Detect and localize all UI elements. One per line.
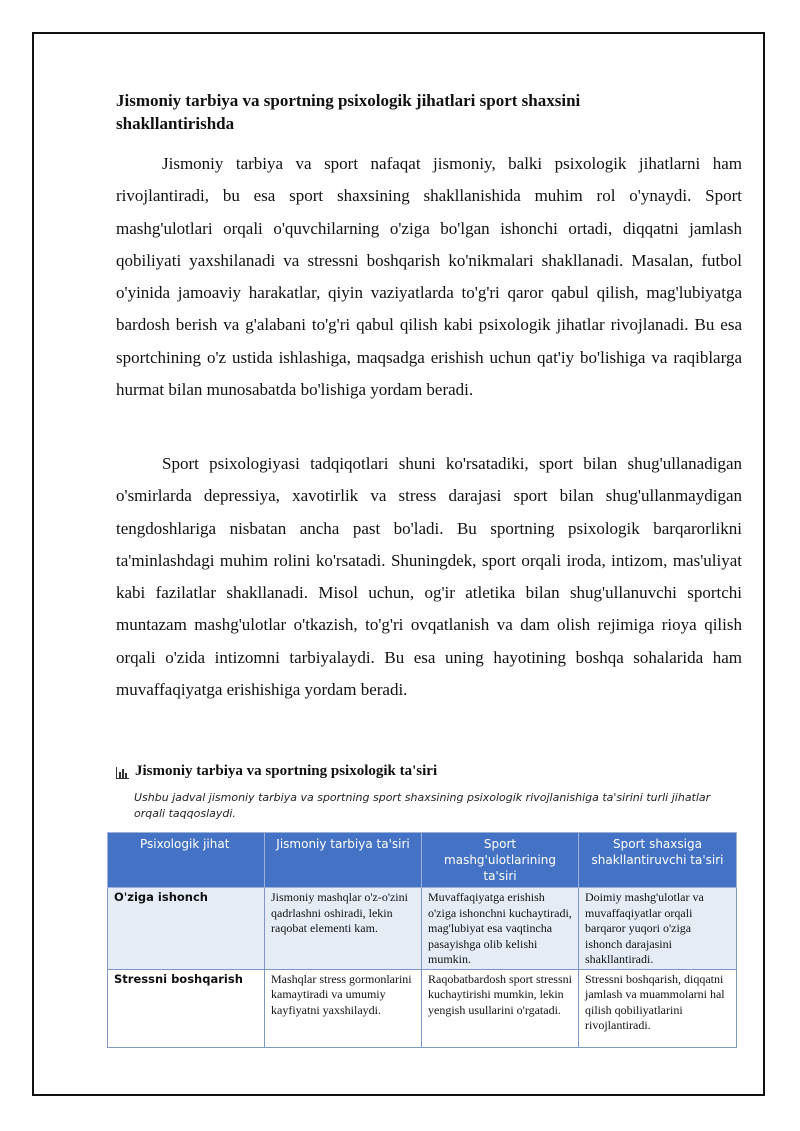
table-cell: Muvaffaqiyatga erishish o'ziga ishonchni kuchaytiradi, mag'lubiyat esa vaqtincha pasayishga olib kelishi mumkin. bbox=[422, 888, 579, 970]
table-row bbox=[108, 969, 737, 1047]
table-header-cell: Psixologik jihat bbox=[108, 833, 265, 888]
section-heading bbox=[116, 761, 437, 781]
table-row bbox=[108, 888, 737, 970]
table-cell: O'ziga ishonch bbox=[108, 888, 265, 970]
table-cell: Jismoniy mashqlar o'z-o'zini qadrlashni oshiradi, lekin raqobat elementi kam. bbox=[265, 888, 422, 970]
table-caption: Ushbu jadval jismoniy tarbiya va sportning sport shaxsining psixologik rivojlanishiga ta'sirini turli jihatlar orqali taqqoslaydi. bbox=[134, 791, 711, 820]
document-title: Jismoniy tarbiya va sportning psixologik jihatlari sport shaxsini shakllantirishda bbox=[116, 91, 581, 133]
table-header-cell: Sport shaxsiga shakllantiruvchi ta'siri bbox=[579, 833, 737, 888]
comparison-table bbox=[107, 832, 737, 1048]
paragraph-2: Sport psixologiyasi tadqiqotlari shuni ko'rsatadiki, sport bilan shug'ullanadigan o'smirlarda depressiya, xavotirlik va stress darajasi sport bilan shug'ullanmaydigan tengdoshlariga nisbatan ancha past bo'ladi. Bu sportning psixologik barqarorlikni ta'minlashdagi muhim rolini ko'rsatadi. Shuningdek, sport orqali iroda, intizom, mas'uliyat kabi fazilatlar shakllanadi. Misol uchun, og'ir atletika bilan shug'ullanuvchi sportchi muntazam mashg'ulotlar o'tkazish, to'g'ri ovqatlanish va dam olish rejimiga rioya qilish orqali o'zida intizomni tarbiyalaydi. Bu esa uning hayotining boshqa sohalarida ham muvaffaqiyatga erishishiga yordam beradi. bbox=[116, 454, 742, 700]
table-cell: Stressni boshqarish bbox=[108, 969, 265, 1047]
table-cell: Doimiy mashg'ulotlar va muvaffaqiyatlar orqali barqaror yuqori o'ziga ishonch darajasini shakllantiradi. bbox=[579, 888, 737, 970]
paragraph-1: Jismoniy tarbiya va sport nafaqat jismoniy, balki psixologik jihatlarni ham rivojlantiradi, bu esa sport shaxsining shakllanishida muhim rol o'ynaydi. Sport mashg'ulotlari orqali o'quvchilarning o'ziga bo'lgan ishonchi ortadi, diqqatni jamlash qobiliyati yaxshilanadi va stressni boshqarish ko'nikmalari shakllanadi. Masalan, futbol o'yinida jamoaviy harakatlar, qiyin vaziyatlarda to'g'ri qaror qabul qilish, mag'lubiyatga bardosh berish va g'alabani to'g'ri qabul qilish kabi psixologik jihatlar rivojlanadi. Bu esa sportchining o'z ustida ishlashiga, maqsadga erishish uchun qat'iy bo'lishiga va raqiblarga hurmat bilan munosabatda bo'lishiga yordam beradi. bbox=[116, 154, 742, 400]
table-cell: Mashqlar stress gormonlarini kamaytiradi va umumiy kayfiyatni yaxshilaydi. bbox=[265, 969, 422, 1047]
table-header-row bbox=[108, 833, 737, 888]
bar-chart-icon bbox=[116, 765, 129, 777]
table-header-cell: Jismoniy tarbiya ta'siri bbox=[265, 833, 422, 888]
table-cell: Stressni boshqarish, diqqatni jamlash va muammolarni hal qilish qobiliyatlarini rivojlantiradi. bbox=[579, 969, 737, 1047]
section-heading-text: Jismoniy tarbiya va sportning psixologik ta'siri bbox=[135, 763, 438, 779]
table-header-cell: Sport mashg'ulotlarining ta'siri bbox=[422, 833, 579, 888]
table-cell: Raqobatbardosh sport stressni kuchaytirishi mumkin, lekin yengish usullarini o'rgatadi. bbox=[422, 969, 579, 1047]
